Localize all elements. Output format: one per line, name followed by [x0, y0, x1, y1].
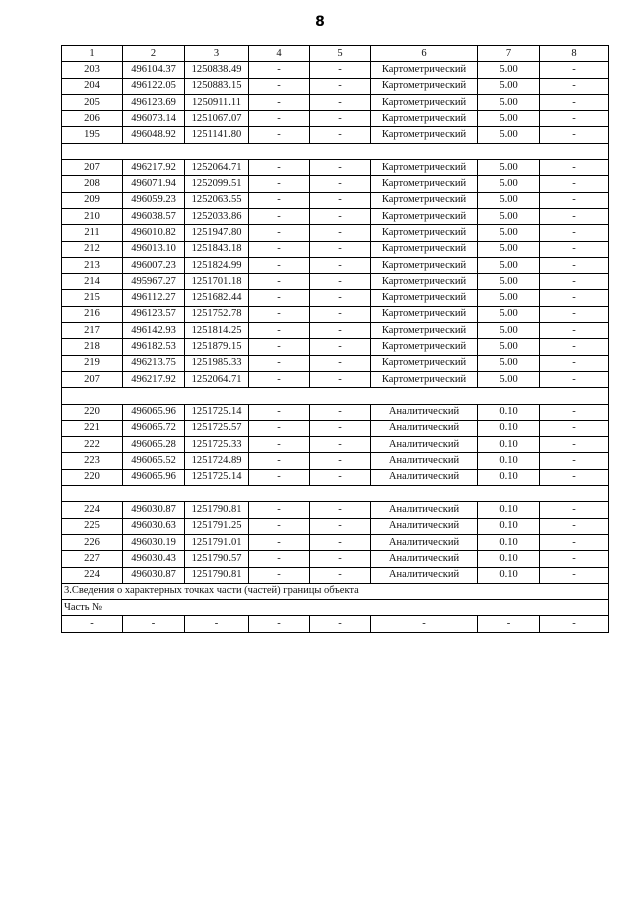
table-cell: 213 [62, 257, 123, 273]
table-cell: - [249, 502, 310, 518]
table-row [62, 111, 609, 127]
table-cell: - [249, 306, 310, 322]
table-cell: 496007.23 [123, 257, 185, 273]
table-cell: - [540, 453, 609, 469]
table-cell: - [249, 551, 310, 567]
table-cell: 0.10 [478, 420, 540, 436]
table-cell: Аналитический [371, 437, 478, 453]
table-cell: 1251791.25 [185, 518, 249, 534]
table-cell: - [310, 339, 371, 355]
table-cell: 496030.87 [123, 567, 185, 583]
table-row [62, 127, 609, 143]
table-cell: Аналитический [371, 420, 478, 436]
table-cell: - [249, 453, 310, 469]
table-cell: - [540, 257, 609, 273]
table-cell: - [249, 274, 310, 290]
table-cell: 496065.96 [123, 469, 185, 485]
table-cell: - [540, 567, 609, 583]
table-cell: 1252064.71 [185, 371, 249, 387]
table-cell: - [310, 111, 371, 127]
table-cell: 496030.63 [123, 518, 185, 534]
table-cell: Аналитический [371, 534, 478, 550]
table-cell: - [249, 371, 310, 387]
table-cell: - [310, 404, 371, 420]
table-cell: - [540, 323, 609, 339]
table-row [62, 404, 609, 420]
table-cell: 1251790.81 [185, 567, 249, 583]
column-header: 8 [540, 46, 609, 62]
column-header: 4 [249, 46, 310, 62]
table-cell: 5.00 [478, 257, 540, 273]
table-cell: 496010.82 [123, 225, 185, 241]
table-cell: - [540, 127, 609, 143]
blank-cell [62, 388, 609, 404]
table-cell: 214 [62, 274, 123, 290]
table-cell: 496104.37 [123, 62, 185, 78]
table-cell: 209 [62, 192, 123, 208]
table-cell: Картометрический [371, 78, 478, 94]
table-row [62, 306, 609, 322]
table-cell: - [540, 241, 609, 257]
table-cell: - [310, 78, 371, 94]
table-row [62, 290, 609, 306]
table-cell: 5.00 [478, 355, 540, 371]
table-cell: - [249, 616, 310, 632]
table-cell: Картометрический [371, 94, 478, 110]
table-cell: Картометрический [371, 241, 478, 257]
table-cell: - [540, 225, 609, 241]
table-cell: 223 [62, 453, 123, 469]
table-row [62, 534, 609, 550]
table-cell: 5.00 [478, 306, 540, 322]
table-cell: - [540, 502, 609, 518]
table-cell: - [310, 160, 371, 176]
table-cell: 5.00 [478, 371, 540, 387]
table-cell: Аналитический [371, 404, 478, 420]
table-cell: 195 [62, 127, 123, 143]
table-cell: - [310, 518, 371, 534]
table-cell: - [310, 208, 371, 224]
table-cell: 496030.19 [123, 534, 185, 550]
table-cell: - [249, 225, 310, 241]
table-cell: 5.00 [478, 208, 540, 224]
table-cell: 217 [62, 323, 123, 339]
table-row [62, 62, 609, 78]
table-cell: - [249, 257, 310, 273]
table-cell: - [249, 241, 310, 257]
table-cell: - [310, 453, 371, 469]
table-cell: - [249, 192, 310, 208]
table-cell: - [540, 420, 609, 436]
table-cell: Картометрический [371, 160, 478, 176]
table-cell: Картометрический [371, 290, 478, 306]
table-cell: 5.00 [478, 274, 540, 290]
table-cell: 496013.10 [123, 241, 185, 257]
table-cell: - [62, 616, 123, 632]
table-header-row [62, 46, 609, 62]
page-number: 8 [315, 14, 325, 30]
part-label-row [62, 600, 609, 616]
table-cell: 210 [62, 208, 123, 224]
table-cell: - [249, 404, 310, 420]
table-cell: 1252063.55 [185, 192, 249, 208]
table-cell: - [540, 437, 609, 453]
table-cell: Картометрический [371, 208, 478, 224]
table-cell: Картометрический [371, 176, 478, 192]
table-cell: - [249, 176, 310, 192]
table-cell: - [310, 176, 371, 192]
table-cell: 1252099.51 [185, 176, 249, 192]
table-cell: - [249, 94, 310, 110]
table-cell: Картометрический [371, 225, 478, 241]
table-cell: 0.10 [478, 453, 540, 469]
table-cell: 1250838.49 [185, 62, 249, 78]
table-cell: - [185, 616, 249, 632]
table-row [62, 176, 609, 192]
table-cell: 205 [62, 94, 123, 110]
table-cell: 1251879.15 [185, 339, 249, 355]
table-cell: 5.00 [478, 241, 540, 257]
table-cell: - [540, 469, 609, 485]
table-cell: Картометрический [371, 339, 478, 355]
table-cell: - [249, 323, 310, 339]
table-cell: Картометрический [371, 306, 478, 322]
blank-cell [62, 486, 609, 502]
table-cell: 496065.28 [123, 437, 185, 453]
table-cell: Аналитический [371, 469, 478, 485]
table-cell: 1251791.01 [185, 534, 249, 550]
table-cell: Аналитический [371, 453, 478, 469]
table-cell: Картометрический [371, 355, 478, 371]
table-cell: 225 [62, 518, 123, 534]
table-cell: - [540, 94, 609, 110]
table-cell: Картометрический [371, 62, 478, 78]
table-cell: 1251752.78 [185, 306, 249, 322]
table-cell: 5.00 [478, 127, 540, 143]
table-cell: 1251985.33 [185, 355, 249, 371]
table-cell: - [310, 127, 371, 143]
table-cell: - [310, 420, 371, 436]
blank-separator-row [62, 486, 609, 502]
column-header: 1 [62, 46, 123, 62]
table-cell: 1251790.57 [185, 551, 249, 567]
table-cell: 5.00 [478, 192, 540, 208]
section-3-title: 3.Сведения о характерных точках части (частей) границы объекта [62, 583, 609, 599]
table-cell: 1251725.14 [185, 404, 249, 420]
table-cell: 1251725.57 [185, 420, 249, 436]
table-cell: - [310, 502, 371, 518]
column-header: 6 [371, 46, 478, 62]
table-cell: - [540, 534, 609, 550]
table-cell: - [249, 355, 310, 371]
table-cell: 1251824.99 [185, 257, 249, 273]
table-cell: 216 [62, 306, 123, 322]
table-cell: 1251701.18 [185, 274, 249, 290]
table-cell: 220 [62, 404, 123, 420]
table-row [62, 160, 609, 176]
table-cell: - [310, 323, 371, 339]
table-cell: - [249, 160, 310, 176]
table-cell: 5.00 [478, 78, 540, 94]
table-cell: - [310, 225, 371, 241]
table-cell: - [478, 616, 540, 632]
table-cell: 1251790.81 [185, 502, 249, 518]
table-cell: 221 [62, 420, 123, 436]
table-cell: 0.10 [478, 502, 540, 518]
table-cell: 1250883.15 [185, 78, 249, 94]
table-cell: 211 [62, 225, 123, 241]
table-cell: - [540, 518, 609, 534]
table-cell: 220 [62, 469, 123, 485]
table-cell: 496123.69 [123, 94, 185, 110]
table-cell: 5.00 [478, 160, 540, 176]
column-header: 5 [310, 46, 371, 62]
table-cell: - [249, 518, 310, 534]
table-cell: 0.10 [478, 437, 540, 453]
table-cell: - [540, 62, 609, 78]
table-cell: - [310, 534, 371, 550]
table-cell: - [540, 355, 609, 371]
table-cell: 1251843.18 [185, 241, 249, 257]
table-cell: Картометрический [371, 371, 478, 387]
table-body [62, 62, 609, 632]
table-cell: - [310, 94, 371, 110]
table-cell: 496182.53 [123, 339, 185, 355]
table-cell: - [310, 616, 371, 632]
table-cell: - [310, 192, 371, 208]
blank-separator-row [62, 388, 609, 404]
part-number-label: Часть № [62, 600, 609, 616]
table-cell: 0.10 [478, 518, 540, 534]
table-cell: 496122.05 [123, 78, 185, 94]
table-row [62, 257, 609, 273]
table-cell: 1251141.80 [185, 127, 249, 143]
table-cell: Аналитический [371, 567, 478, 583]
table-cell: 1251682.44 [185, 290, 249, 306]
table-cell: 496073.14 [123, 111, 185, 127]
table-cell: 496217.92 [123, 160, 185, 176]
table-cell: 226 [62, 534, 123, 550]
table-cell: - [310, 437, 371, 453]
table-cell: - [540, 404, 609, 420]
boundary-points-table [61, 45, 609, 633]
table-cell: - [249, 420, 310, 436]
column-header: 3 [185, 46, 249, 62]
table-cell: - [540, 551, 609, 567]
table-cell: 208 [62, 176, 123, 192]
table-cell: 1251724.89 [185, 453, 249, 469]
table-cell: 496213.75 [123, 355, 185, 371]
table-row [62, 371, 609, 387]
table-cell: 204 [62, 78, 123, 94]
table-cell: - [310, 551, 371, 567]
table-cell: Картометрический [371, 257, 478, 273]
table-cell: - [310, 290, 371, 306]
table-cell: - [540, 274, 609, 290]
table-cell: 224 [62, 567, 123, 583]
table-row [62, 502, 609, 518]
table-row [62, 208, 609, 224]
table-cell: 1251067.07 [185, 111, 249, 127]
table-row [62, 94, 609, 110]
table-cell: - [249, 567, 310, 583]
table-cell: 496059.23 [123, 192, 185, 208]
table-cell: 5.00 [478, 62, 540, 78]
table-cell: 496038.57 [123, 208, 185, 224]
table-cell: 1252064.71 [185, 160, 249, 176]
part-values-row [62, 616, 609, 632]
table-cell: 5.00 [478, 94, 540, 110]
table-cell: 0.10 [478, 404, 540, 420]
table-row [62, 518, 609, 534]
table-cell: - [310, 257, 371, 273]
table-cell: 227 [62, 551, 123, 567]
table-cell: 0.10 [478, 534, 540, 550]
table-cell: 0.10 [478, 469, 540, 485]
table-cell: - [540, 616, 609, 632]
table-cell: Картометрический [371, 192, 478, 208]
table-cell: - [249, 208, 310, 224]
table-cell: - [540, 160, 609, 176]
table-cell: 224 [62, 502, 123, 518]
table-cell: - [249, 111, 310, 127]
table-cell: - [540, 339, 609, 355]
table-cell: 203 [62, 62, 123, 78]
table-cell: 1251814.25 [185, 323, 249, 339]
table-cell: 222 [62, 437, 123, 453]
table-cell: 496030.87 [123, 502, 185, 518]
table-cell: Картометрический [371, 323, 478, 339]
column-header: 2 [123, 46, 185, 62]
table-cell: - [540, 306, 609, 322]
table-row [62, 225, 609, 241]
table-cell: 1251947.80 [185, 225, 249, 241]
table-cell: Картометрический [371, 111, 478, 127]
table-cell: - [310, 306, 371, 322]
table-cell: - [249, 437, 310, 453]
table-cell: - [540, 176, 609, 192]
table-row [62, 323, 609, 339]
table-cell: 212 [62, 241, 123, 257]
table-cell: 496123.57 [123, 306, 185, 322]
table-cell: 5.00 [478, 323, 540, 339]
table-cell: - [540, 111, 609, 127]
table-row [62, 437, 609, 453]
table-cell: - [249, 127, 310, 143]
table-cell: 5.00 [478, 290, 540, 306]
table-row [62, 241, 609, 257]
table-cell: 1250911.11 [185, 94, 249, 110]
table-cell: - [540, 78, 609, 94]
table-cell: 5.00 [478, 225, 540, 241]
table-cell: 1251725.14 [185, 469, 249, 485]
table-cell: 496112.27 [123, 290, 185, 306]
table-cell: - [310, 62, 371, 78]
table-cell: Картометрический [371, 127, 478, 143]
table-cell: 207 [62, 371, 123, 387]
table-cell: 496142.93 [123, 323, 185, 339]
table-cell: Аналитический [371, 551, 478, 567]
table-cell: Аналитический [371, 502, 478, 518]
table-row [62, 355, 609, 371]
table-cell: - [249, 534, 310, 550]
table-cell: - [540, 290, 609, 306]
table-cell: - [371, 616, 478, 632]
table-cell: 0.10 [478, 567, 540, 583]
table-cell: 215 [62, 290, 123, 306]
table-cell: - [310, 274, 371, 290]
table-cell: - [310, 371, 371, 387]
table-cell: 219 [62, 355, 123, 371]
table-cell: 496048.92 [123, 127, 185, 143]
table-cell: - [249, 62, 310, 78]
table-cell: - [123, 616, 185, 632]
table-cell: Аналитический [371, 518, 478, 534]
table-cell: 207 [62, 160, 123, 176]
table-cell: - [249, 78, 310, 94]
table-cell: - [540, 371, 609, 387]
table-cell: 496065.72 [123, 420, 185, 436]
table-cell: - [310, 567, 371, 583]
table-row [62, 567, 609, 583]
table-row [62, 453, 609, 469]
table-row [62, 78, 609, 94]
table-cell: 0.10 [478, 551, 540, 567]
table-row [62, 469, 609, 485]
section-title-row [62, 583, 609, 599]
table-cell: - [249, 290, 310, 306]
table-row [62, 192, 609, 208]
column-header: 7 [478, 46, 540, 62]
table-row [62, 339, 609, 355]
table-cell: 495967.27 [123, 274, 185, 290]
table-row [62, 551, 609, 567]
table-cell: 496065.52 [123, 453, 185, 469]
table-cell: 496030.43 [123, 551, 185, 567]
table-cell: Картометрический [371, 274, 478, 290]
table-cell: 496071.94 [123, 176, 185, 192]
table-cell: 206 [62, 111, 123, 127]
table-cell: 1252033.86 [185, 208, 249, 224]
table-row [62, 274, 609, 290]
table-cell: 5.00 [478, 339, 540, 355]
table-cell: 1251725.33 [185, 437, 249, 453]
table-cell: - [540, 192, 609, 208]
table-cell: - [310, 355, 371, 371]
table-cell: 5.00 [478, 176, 540, 192]
table-row [62, 420, 609, 436]
table-cell: - [249, 469, 310, 485]
blank-separator-row [62, 143, 609, 159]
table-cell: - [249, 339, 310, 355]
table-cell: 218 [62, 339, 123, 355]
table-cell: 496065.96 [123, 404, 185, 420]
table-cell: - [540, 208, 609, 224]
table-cell: 496217.92 [123, 371, 185, 387]
table-cell: - [310, 241, 371, 257]
table-cell: 5.00 [478, 111, 540, 127]
blank-cell [62, 143, 609, 159]
table-cell: - [310, 469, 371, 485]
